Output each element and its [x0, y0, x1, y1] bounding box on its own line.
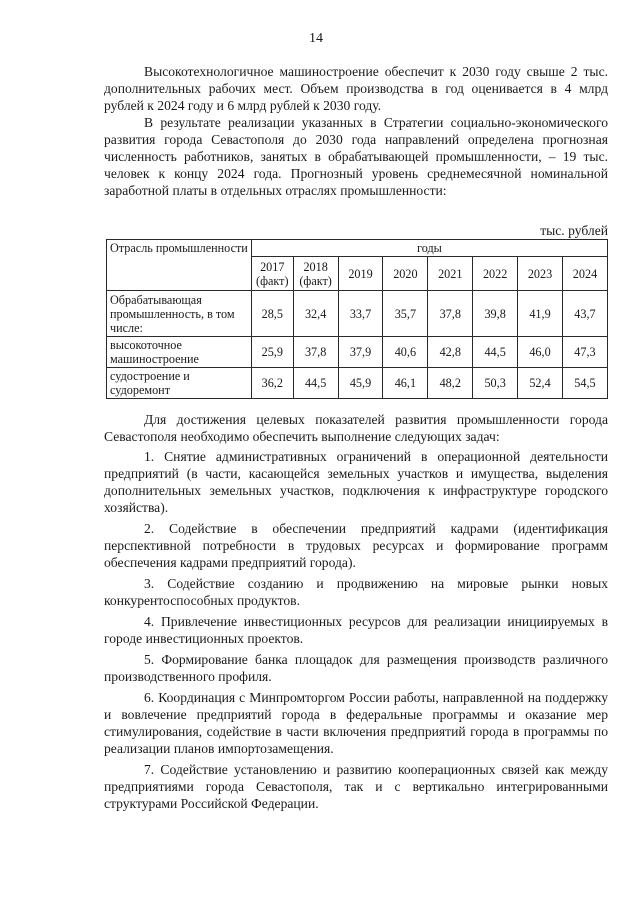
table-cell: 37,9	[338, 337, 383, 368]
table-row	[107, 337, 608, 368]
tasks-intro: Для достижения целевых показателей развития промышленности города Севастополя необходимо обеспечить выполнение следующих задач:	[104, 412, 608, 444]
row-name: Обрабатывающая промышленность, в том числе:	[107, 291, 252, 337]
year-header: 2019	[338, 257, 383, 291]
row-name: высокоточное машиностроение	[107, 337, 252, 368]
table-cell: 25,9	[251, 337, 293, 368]
task-item: 1. Снятие административных ограничений в операционной деятельности предприятий (в части, касающейся земельных участков и имущества, выделения дополнительных земельных участков, подключения к инфраструктуре городского хозяйства).	[104, 449, 608, 515]
year-header: 2021	[428, 257, 473, 291]
table-cell: 32,4	[293, 291, 338, 337]
table-cell: 37,8	[293, 337, 338, 368]
table-unit: тыс. рублей	[540, 223, 608, 238]
table-cell: 47,3	[562, 337, 607, 368]
table-header-row	[107, 240, 608, 257]
table-cell: 48,2	[428, 368, 473, 399]
task-item: 4. Привлечение инвестиционных ресурсов для реализации инициируемых в городе инвестиционных проектов.	[104, 614, 608, 646]
salary-table	[106, 239, 608, 399]
table-cell: 37,8	[428, 291, 473, 337]
task-item: 3. Содействие созданию и продвижению на мировые рынки новых конкурентоспособных продуктов.	[104, 576, 608, 608]
year-header: 2023	[518, 257, 563, 291]
table-cell: 50,3	[473, 368, 518, 399]
table-cell: 41,9	[518, 291, 563, 337]
years-header: годы	[251, 240, 607, 257]
task-item: 2. Содействие в обеспечении предприятий кадрами (идентификация перспективной потребности в трудовых ресурсах и формирование программ обеспечения кадрами предприятий города).	[104, 521, 608, 570]
table-cell: 28,5	[251, 291, 293, 337]
year-header: 2020	[383, 257, 428, 291]
table-cell: 35,7	[383, 291, 428, 337]
branch-header: Отрасль промышленности	[107, 240, 252, 291]
table-cell: 36,2	[251, 368, 293, 399]
table-cell: 44,5	[293, 368, 338, 399]
table-cell: 54,5	[562, 368, 607, 399]
table-row	[107, 291, 608, 337]
year-header: 2018 (факт)	[293, 257, 338, 291]
table-cell: 44,5	[473, 337, 518, 368]
page-number: 14	[309, 31, 323, 46]
intro-text	[104, 63, 608, 199]
task-item: 7. Содействие установлению и развитию кооперационных связей как между предприятиями города Севастополя, так и с вертикально интегрированными структурами Российской Федерации.	[104, 762, 608, 811]
year-header: 2022	[473, 257, 518, 291]
table-row	[107, 368, 608, 399]
tasks-section	[104, 411, 608, 816]
row-name: судостроение и судоремонт	[107, 368, 252, 399]
year-header: 2017 (факт)	[251, 257, 293, 291]
table-cell: 40,6	[383, 337, 428, 368]
task-item: 5. Формирование банка площадок для размещения производств различного производственного профиля.	[104, 652, 608, 684]
paragraph-strategy: В результате реализации указанных в Стратегии социально-экономического развития города Севастополя до 2030 года направлений определена прогнозная численность работников, занятых в обрабатывающей промышленности, – 19 тыс. человек к концу 2024 года. Прогнозный уровень среднемесячной номинальной заработной платы в отдельных отраслях промышленности:	[104, 115, 608, 198]
table-cell: 46,1	[383, 368, 428, 399]
paragraph-machine-building: Высокотехнологичное машиностроение обеспечит к 2030 году свыше 2 тыс. дополнительных рабочих мест. Объем производства в год оценивается в 4 млрд рублей к 2024 году и 6 млрд рублей к 2030 году.	[104, 64, 608, 113]
task-item: 6. Координация с Минпромторгом России работы, направленной на поддержку и вовлечение предприятий города в федеральные программы и оказание мер стимулирования, содействие в части включения предприятий города в программы по реализации планов импортозамещения.	[104, 690, 608, 756]
table-cell: 43,7	[562, 291, 607, 337]
table-cell: 39,8	[473, 291, 518, 337]
table-cell: 45,9	[338, 368, 383, 399]
table-cell: 52,4	[518, 368, 563, 399]
table-cell: 33,7	[338, 291, 383, 337]
table-cell: 46,0	[518, 337, 563, 368]
table-cell: 42,8	[428, 337, 473, 368]
year-header: 2024	[562, 257, 607, 291]
